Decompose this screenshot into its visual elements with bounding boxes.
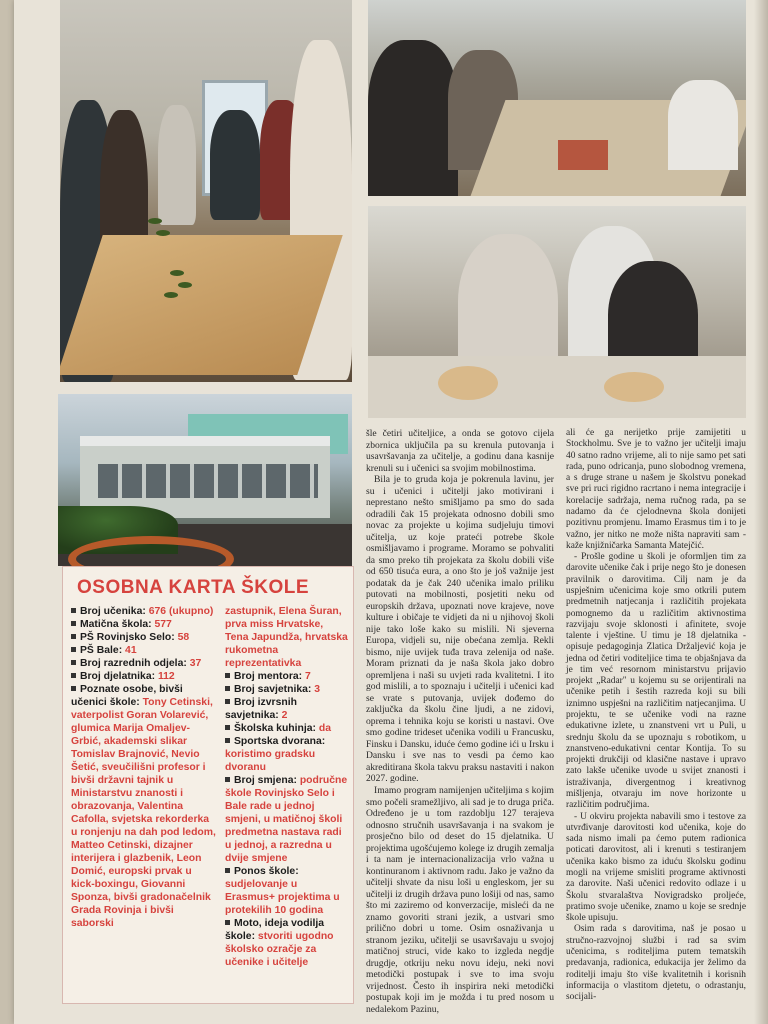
article-paragraph: Osim rada s darovitima, naš je posao u stručno-razvojnoj službi i rad sa svim učenicima, s roditeljima putem tematskih predavanja, radionica, edukacija jer želimo da roditelji imaju što više kvalitetnih i korisnih informacija o vlastitom djetetu, o odrastanju, socijali- <box>566 924 746 1003</box>
article-paragraph: ali će ga nerijetko prije zamijetiti u Stockholmu. Sve je to važno jer učitelji imaju 40 satno radno vrijeme, ali to nije samo pet sati rada, puno odricanja, puno slobodnog vremena, a s druge strane u našem je školstvu ponekad sve pri ruci rigidno racrtano i nema integracije i korelacije sadržaja, nema ručnog rada, pa se nadamo da će cjelodnevna škola donijeti pozitivnu promjenu. Imamo Erasmus tim i to je važno, jer nitko ne može ništa napraviti sam - kaže knjižničarka Samanta Matejčić. <box>566 428 746 551</box>
baking-table <box>368 356 746 418</box>
info-row <box>225 917 349 969</box>
plant-leaf <box>170 270 184 276</box>
article-column-2 <box>566 428 746 1003</box>
bullet-icon <box>71 621 76 626</box>
bullet-icon <box>71 660 76 665</box>
bullet-icon <box>225 686 230 691</box>
info-value: 112 <box>157 671 175 682</box>
info-value: 577 <box>154 619 172 630</box>
school-info-box <box>62 566 354 1004</box>
dough <box>604 372 664 402</box>
info-row <box>71 605 217 618</box>
info-value: stvoriti ugodno školsko ozračje za učenike i učitelje <box>225 931 334 968</box>
info-label: Broj smjena: <box>234 775 300 786</box>
photo-school-building <box>58 394 352 566</box>
bullet-icon <box>71 634 76 639</box>
bullet-icon <box>71 647 76 652</box>
article-paragraph: Imamo program namijenjen učiteljima s kojim smo počeli sramežljivo, ali sad je to druga priča. Određeno je u tom razdoblju 127 terajeva odnosno stručnih usavršavanja i na svakom je prosječno bilo od deset do 15 djelatnika. U projektima ugošćujemo kolege iz drugih zemalja i ta nam je internacionalizacija vrlo važna u kontinuranom i aktivnom radu. Jako je važno da učitelji shvate da nisu loši u engleskom, jer su učitelji iz drugih država puno lošiji od nas, samo što mi zaziremo od konverzacije, misleći da ne znamo govoriti strani jezik, a ustvari smo prilično dobri u tome. Osim osnaživanja u stranom jeziku, učitelji se usavršavaju u svojoj matičnoj struci, vide kako to izgleda negdje drugdje, otkriju neku novu ideju, neki novi metodički postupak i sve to ima svoju vrijednost. Često ih inspirira neki metodički postupak koji im je možda i tu pred nosom u nedalekom Pazinu, <box>366 784 554 1015</box>
photo-students-art-class <box>368 0 746 196</box>
student-figure <box>668 80 738 170</box>
bullet-icon <box>225 868 230 873</box>
bullet-icon <box>225 920 230 925</box>
article-paragraph: - U okviru projekta nabavili smo i testove za utvrđivanje darovitosti kod učenika, koje do sada nismo imali pa ćemo putem radionica poticati darovitost, ali i krenuti s testiranjem učenika kako bismo za iduću školsku godinu mogli na vrijeme smisliti programe aktivnosti za darovite. Naši učenici redovito odlaze i u Školu stvaralaštva Novigradsko proljeće, pratimo svoje učenike, znamo u koje se srednje škole upisuju. <box>566 811 746 924</box>
info-value: 676 (ukupno) <box>148 606 214 617</box>
student-figure <box>158 105 196 225</box>
info-column-right <box>225 605 349 969</box>
info-continuation <box>225 605 349 670</box>
info-row <box>225 722 349 735</box>
info-row <box>71 631 217 644</box>
photo-students-with-plants <box>60 0 352 382</box>
info-value: 58 <box>177 632 190 643</box>
page-left-edge <box>0 0 14 1024</box>
dough <box>438 366 498 400</box>
info-label: Broj savjetnika: <box>234 684 315 695</box>
info-label: Broj izvrsnih savjetnika: <box>225 697 297 721</box>
info-row <box>225 683 349 696</box>
info-value: 7 <box>305 671 311 682</box>
info-label: PŠ Rovinjsko Selo: <box>80 632 178 643</box>
bullet-icon <box>225 725 230 730</box>
bullet-icon <box>71 673 76 678</box>
info-value: zastupnik, Elena Šuran, prva miss Hrvatske, Tena Japundža, hrvatska rukometna reprezentativka <box>225 606 348 669</box>
info-row <box>71 657 217 670</box>
info-label: Moto, ideja vodilja škole: <box>225 918 325 942</box>
info-value: koristimo gradsku dvoranu <box>225 749 316 773</box>
info-row <box>71 670 217 683</box>
info-value: 3 <box>314 684 321 695</box>
info-label: Broj učenika: <box>80 606 149 617</box>
info-row <box>225 865 349 917</box>
info-row <box>225 735 349 774</box>
info-row <box>71 618 217 631</box>
info-column-left <box>71 605 217 930</box>
page-right-edge <box>754 0 768 1024</box>
info-label: PŠ Bale: <box>80 645 126 656</box>
info-value: područne škole Rovinjsko Selo i Bale rade u jednoj smjeni, u matičnoj školi predmetna nastava radi u jednoj, a razredna u dvije smjene <box>225 775 348 864</box>
student-figure <box>368 40 458 196</box>
info-value: sudjelovanje u Erasmus+ projektima u protekilih 10 godina <box>225 879 340 916</box>
bullet-icon <box>225 699 230 704</box>
info-label: Broj razrednih odjela: <box>80 658 190 669</box>
wooden-table <box>60 235 343 375</box>
photo-students-baking <box>368 206 746 418</box>
plant-leaf <box>148 218 162 224</box>
info-label: Matična škola: <box>80 619 155 630</box>
student-figure <box>210 110 260 220</box>
article-paragraph: šle četiri učiteljice, a onda se gotovo cijela zbornica uključila pa su krenula putovanja i usavršavanja za učitelje, a godinu dana kasnije krenuli su i učenici sa svojim mobilnostima. <box>366 428 554 474</box>
info-label: Školska kuhinja: <box>234 723 319 734</box>
bullet-icon <box>225 777 230 782</box>
info-value: 37 <box>189 658 202 669</box>
bullet-icon <box>71 686 76 691</box>
article-column-1 <box>366 428 554 1015</box>
info-row <box>225 696 349 722</box>
bullet-icon <box>71 608 76 613</box>
plant-leaf <box>178 282 192 288</box>
info-label: Sportska dvorana: <box>234 736 326 747</box>
info-value: 41 <box>125 645 137 656</box>
info-label: Ponos škole: <box>234 866 299 877</box>
info-value: Tony Cetinski, vaterpolist Goran Volarević, glumica Marija Omaljev-Grbić, akademski slikar Tomislav Brajnović, Nevio Šetić, sveučilišni profesor i bivši državni tajnik u Ministarstvu znanosti i obrazovanja, Valentina Cafolla, svjetska rekorderka u ronjenju na dah pod ledom, Matteo Cetinski, dizajner interijera i glazbenik, Leon Domić, europski prvak u kick-boxingu, Giovanni Sponza, bivši gradonačelnik Grada Rovinja i bivši saborski <box>71 697 216 929</box>
painting-sheet <box>558 140 608 170</box>
info-label: Broj djelatnika: <box>80 671 158 682</box>
info-row <box>71 683 217 930</box>
article-paragraph: Bila je to gruda koja je pokrenula lavinu, jer su i učenici i učitelji jako motivirani i neprestano nešto smišljamo pa smo do sada odradili čak 15 projekata odnosno dobili smo novac za projekte u kojima sudjeluju timovi učitelja, uz koje prateći potrebe škole osmišljavamo i programe. Moramo se pohvaliti da smo preko tih projekata za školu dobili više od 650 tisuća eura, a ono što je još važnije jest podatak da je čak 240 učenika imalo priliku putovati na mobilnosti, posjetiti neku od europskih država, upoznati nove krajeve, nove kulture i običaje te vidjeti da ni u njihovoj školi nije tako loše kako su mislili. Ni sjeverna Europa, vidjeli su, nije obećana zemlja. Rekli bismo, nije uvijek tuđa trava zelenija od naše. Moram priznati da je naša škola jako dobro opremljena i naši su uvjeti rada kvalitetni. I ito god mislili, a to spoznaju i učitelji i učenici kad se vrate s putovanja, uvijek dođemo do zaključka da školu čine ljudi, a ne zidovi, oprema i tehnika koju se koristi u nastavi. Ove smo godine trideset učenika vodili u Francusku, Finsku i Dansku, iduće ćemo godine ići u Irsku i Dansku i sve nas to vesdi pa ćemo kao akreditirana škola takvu praksu nastaviti i nakon 2027. godine. <box>366 474 554 785</box>
info-row <box>225 670 349 683</box>
bullet-icon <box>225 738 230 743</box>
info-value: 2 <box>281 710 288 721</box>
plant-leaf <box>164 292 178 298</box>
article-paragraph: - Prošle godine u školi je oformljen tim za darovite učenike čak i prije nego što je donesen pravilnik o darovitima. Cilj nam je da uspješnim učenicima koje smo otkrili putem predmetnih natjecanja i različitih projekata pomognemo da u različitim aktivnostima razvijaju svoje sklonosti i afinitete, svoje talente i vještine. U timu je 18 djelatnika - opisuje pedagoginja Zlatica Držaljević koja je jedna od četiri voditeljice tima te objašnjava da je tim već resornom ministarstvu prijavio projekt „Radar" u kojemu su se orijentirali na učenike petih i šestih razreda koji su bili iznimno uspješni na različitim natjecanjima. U projektu, te se učenike vodi na razne edukativne izlete, u znanstveni vrt u Puli, u srednju školu da se upoznaju s robotikom, u znanstveno-edukativni centar Kontija. To su projekti drukčiji od klasične nastave i upravo zato lakše učenike uvode u svijet znanosti i istraživanja, divergentnog i kreativnog mišljenja, otvaraju im nove horizonte u različitim područjima. <box>566 552 746 811</box>
building-windows <box>98 464 318 498</box>
info-label: Broj mentora: <box>234 671 306 682</box>
info-value: da <box>318 723 332 734</box>
info-row <box>71 644 217 657</box>
bullet-icon <box>225 673 230 678</box>
info-label: Poznate osobe, bivši učenici škole: <box>71 684 183 708</box>
info-box-title: OSOBNA KARTA ŠKOLE <box>77 577 310 598</box>
plant-leaf <box>156 230 170 236</box>
info-row <box>225 774 349 865</box>
